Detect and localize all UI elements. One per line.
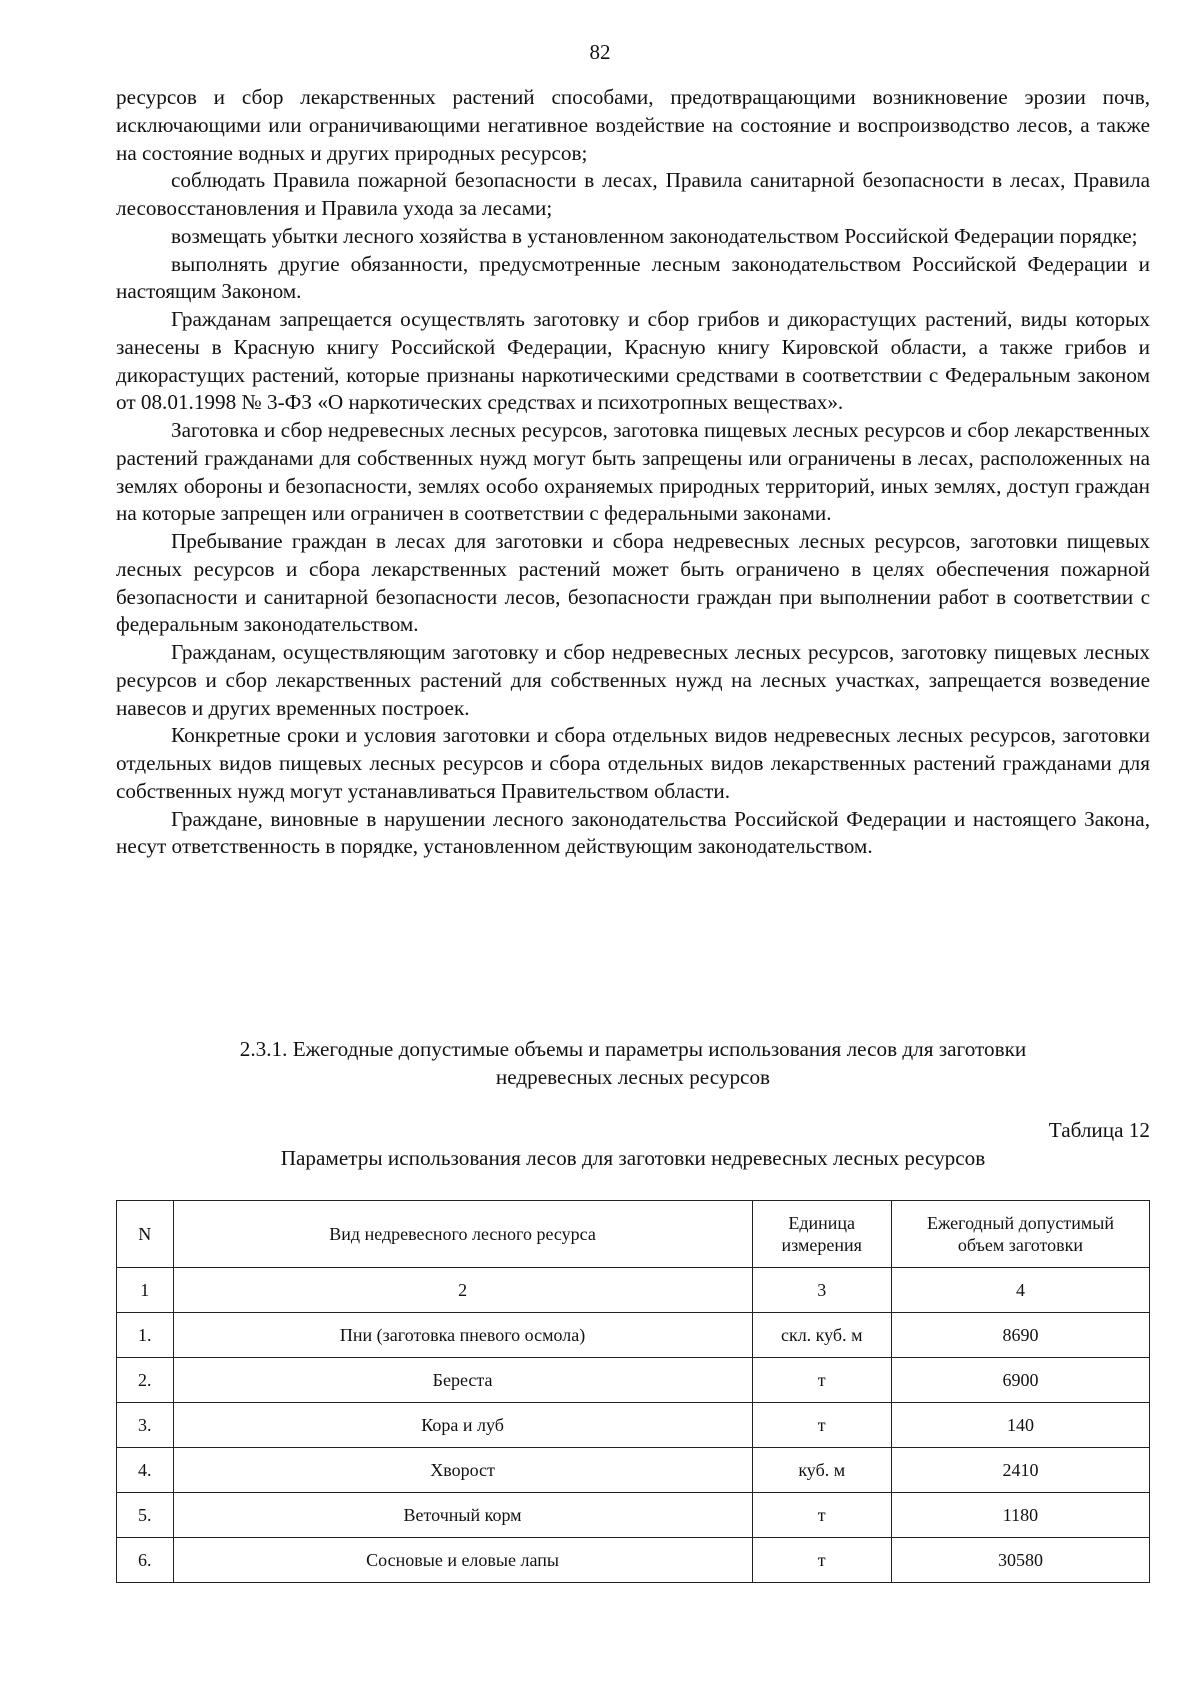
table-body: [117, 1268, 1150, 1583]
resource-unit: т: [752, 1493, 891, 1538]
paragraph: Заготовка и сбор недревесных лесных ресурсов, заготовка пищевых лесных ресурсов и сбор лекарственных растений гражданами для собственных нужд могут быть запрещены или ограничены в лесах, расположенных на землях обороны и безопасности, землях особо охраняемых природных территорий, иных землях, доступ граждан на которые запрещен или ограничен в соответствии с федеральными законами.: [116, 418, 1150, 526]
resource-name: Сосновые и еловые лапы: [173, 1538, 752, 1583]
header-resource-type: Вид недревесного лесного ресурса: [173, 1201, 752, 1268]
row-number: 2.: [117, 1358, 174, 1403]
paragraph: ресурсов и сбор лекарственных растений способами, предотвращающими возникновение эрозии почв, исключающими или ограничивающими негативное воздействие на состояние и воспроизводство лесов, а также на состояние водных и других природных ресурсов;: [116, 85, 1150, 165]
resource-unit: скл. куб. м: [752, 1313, 891, 1358]
resource-unit: куб. м: [752, 1448, 891, 1493]
row-number: 4.: [117, 1448, 174, 1493]
table-row: [117, 1538, 1150, 1583]
resource-name: Кора и луб: [173, 1403, 752, 1448]
table-row: [117, 1493, 1150, 1538]
header-unit-line: Единица: [788, 1213, 856, 1233]
header-annual-volume: [891, 1201, 1149, 1268]
resource-unit: т: [752, 1358, 891, 1403]
column-number: 2: [173, 1268, 752, 1313]
body-text: [116, 84, 1150, 861]
table-row: [117, 1358, 1150, 1403]
table-caption: Параметры использования лесов для заготовки недревесных лесных ресурсов: [280, 1146, 986, 1170]
section-heading-line: 2.3.1. Ежегодные допустимые объемы и параметры использования лесов для заготовки: [239, 1037, 1027, 1061]
header-unit-line: измерения: [781, 1235, 862, 1255]
resource-unit: т: [752, 1538, 891, 1583]
header-volume-line: объем заготовки: [957, 1235, 1084, 1255]
table-header: [117, 1201, 1150, 1268]
paragraph: Гражданам запрещается осуществлять заготовку и сбор грибов и дикорастущих растений, виды которых занесены в Красную книгу Российской Федерации, Красную книгу Кировской области, а также грибов и дикорастущих растений, которые признаны наркотическими средствами в соответствии с Федеральным законом от 08.01.1998 № 3-ФЗ «О наркотических средствах и психотропных веществах».: [116, 307, 1150, 415]
paragraph: Конкретные сроки и условия заготовки и сбора отдельных видов недревесных лесных ресурсов, заготовки отдельных видов пищевых лесных ресурсов и сбора отдельных видов лекарственных растений гражданами для собственных нужд могут устанавливаться Правительством области.: [116, 723, 1150, 803]
paragraph: Пребывание граждан в лесах для заготовки и сбора недревесных лесных ресурсов, заготовки пищевых лесных ресурсов и сбора лекарственных растений может быть ограничено в целях обеспечения пожарной безопасности и санитарной безопасности лесов, безопасности граждан при выполнении работ в соответствии с федеральным законодательством.: [116, 529, 1150, 637]
resource-volume: 1180: [891, 1493, 1149, 1538]
resource-volume: 2410: [891, 1448, 1149, 1493]
resource-volume: 30580: [891, 1538, 1149, 1583]
paragraph: соблюдать Правила пожарной безопасности в лесах, Правила санитарной безопасности в лесах, Правила лесовосстановления и Правила ухода за лесами;: [116, 168, 1150, 220]
header-n: N: [117, 1201, 174, 1268]
resource-volume: 6900: [891, 1358, 1149, 1403]
resource-volume: 140: [891, 1403, 1149, 1448]
paragraph: выполнять другие обязанности, предусмотренные лесным законодательством Российской Федерации и настоящим Законом.: [116, 251, 1150, 304]
section-heading-line: недревесных лесных ресурсов: [495, 1065, 771, 1089]
resource-unit: т: [752, 1403, 891, 1448]
page-number: 82: [589, 40, 611, 64]
resource-volume: 8690: [891, 1313, 1149, 1358]
row-number: 1.: [117, 1313, 174, 1358]
table-label: Таблица 12: [1048, 1118, 1150, 1142]
row-number: 3.: [117, 1403, 174, 1448]
header-volume-line: Ежегодный допустимый: [926, 1213, 1114, 1233]
column-number-row: [117, 1268, 1150, 1313]
column-number: 3: [752, 1268, 891, 1313]
column-number: 1: [117, 1268, 174, 1313]
paragraph: Граждане, виновные в нарушении лесного законодательства Российской Федерации и настоящего Закона, несут ответственность в порядке, установленном действующим законодательством.: [116, 806, 1150, 859]
resource-name: Веточный корм: [173, 1493, 752, 1538]
table-row: [117, 1448, 1150, 1493]
table-row: [117, 1403, 1150, 1448]
row-number: 6.: [117, 1538, 174, 1583]
paragraph: возмещать убытки лесного хозяйства в установленном законодательством Российской Федерации порядке;: [171, 223, 1138, 248]
resource-name: Береста: [173, 1358, 752, 1403]
header-unit: [752, 1201, 891, 1268]
resource-name: Пни (заготовка пневого осмола): [173, 1313, 752, 1358]
section-heading: [116, 1035, 1150, 1091]
row-number: 5.: [117, 1493, 174, 1538]
table-row: [117, 1313, 1150, 1358]
resources-table: [116, 1200, 1150, 1583]
resource-name: Хворост: [173, 1448, 752, 1493]
table-header-row: [117, 1201, 1150, 1268]
paragraph: Гражданам, осуществляющим заготовку и сбор недревесных лесных ресурсов, заготовку пищевых лесных ресурсов и сбор лекарственных растений для собственных нужд на лесных участках, запрещается возведение навесов и других временных построек.: [116, 640, 1150, 720]
column-number: 4: [891, 1268, 1149, 1313]
